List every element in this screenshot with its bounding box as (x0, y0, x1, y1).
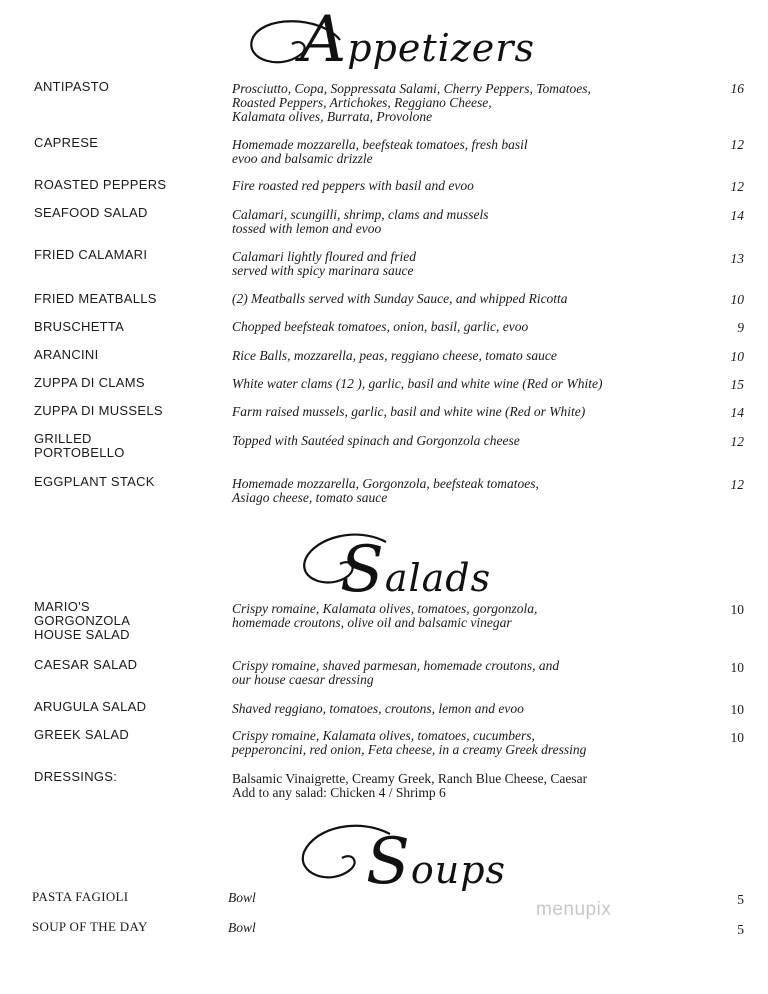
item-price: 5 (737, 922, 744, 937)
item-name: CAPRESE (34, 135, 99, 150)
item-name: ROASTED PEPPERS (34, 177, 167, 192)
item-price: 10 (730, 349, 744, 364)
item-price: 12 (730, 434, 744, 449)
salads-heading-cap: S (340, 533, 385, 607)
item-name: SEAFOOD SALAD (34, 205, 148, 220)
soups-heading-rest: oups (410, 848, 507, 892)
item-description: Rice Balls, mozzarella, peas, reggiano cheese, tomato sauce (232, 348, 557, 363)
item-description: Chopped beefsteak tomatoes, onion, basil, garlic, evoo (232, 319, 529, 334)
item-name: DRESSINGS: (34, 769, 118, 784)
item-price: 10 (730, 602, 744, 617)
salads-heading-rest: alads (384, 556, 492, 600)
appetizers-heading-cap: A (300, 3, 348, 77)
item-price: 10 (730, 292, 744, 307)
item-description: Homemade mozzarella, Gorgonzola, beefsteak tomatoes, Asiago cheese, tomato sauce (232, 476, 539, 505)
item-description: Fire roasted red peppers with basil and evoo (232, 178, 474, 193)
item-name: ZUPPA DI CLAMS (34, 375, 145, 390)
item-name: FRIED CALAMARI (34, 247, 148, 262)
item-name: BRUSCHETTA (34, 319, 125, 334)
item-name: ARANCINI (34, 347, 99, 362)
item-description: Bowl (228, 890, 256, 905)
soups-heading (366, 825, 507, 899)
item-name: FRIED MEATBALLS (34, 291, 157, 306)
item-description: Bowl (228, 920, 256, 935)
item-description: Crispy romaine, shaved parmesan, homemade croutons, and our house caesar dressing (232, 658, 560, 687)
item-price: 13 (730, 251, 744, 266)
item-price: 9 (737, 320, 744, 335)
appetizers-heading-rest: ppetizers (347, 26, 535, 70)
item-price: 12 (730, 179, 744, 194)
item-price: 12 (730, 477, 744, 492)
item-price: 10 (730, 702, 744, 717)
item-description: Topped with Sautéed spinach and Gorgonzola cheese (232, 433, 520, 448)
item-name: CAESAR SALAD (34, 657, 138, 672)
item-description: Homemade mozzarella, beefsteak tomatoes, fresh basil evoo and balsamic drizzle (232, 137, 528, 166)
item-name: ZUPPA DI MUSSELS (34, 403, 163, 418)
item-name: GRILLED PORTOBELLO (34, 431, 125, 460)
item-description: Farm raised mussels, garlic, basil and white wine (Red or White) (232, 404, 586, 419)
item-price: 10 (730, 730, 744, 745)
item-description: Crispy romaine, Kalamata olives, tomatoes, gorgonzola, homemade croutons, olive oil and balsamic vinegar (232, 601, 538, 630)
item-description: (2) Meatballs served with Sunday Sauce, and whipped Ricotta (232, 291, 568, 306)
item-description: Prosciutto, Copa, Soppressata Salami, Cherry Peppers, Tomatoes, Roasted Peppers, Artichokes, Reggiano Cheese, Kalamata olives, Burrata, Provolone (232, 81, 591, 124)
item-price: 14 (730, 208, 744, 223)
salads-heading (340, 533, 492, 607)
item-name: MARIO'S GORGONZOLA HOUSE SALAD (34, 599, 131, 642)
appetizers-flourish-icon (240, 10, 350, 80)
item-price: 12 (730, 137, 744, 152)
item-price: 10 (730, 660, 744, 675)
item-description: Crispy romaine, Kalamata olives, tomatoes, cucumbers, pepperoncini, red onion, Feta cheese, in a creamy Greek dressing (232, 728, 587, 757)
item-name: EGGPLANT STACK (34, 474, 155, 489)
item-description: Shaved reggiano, tomatoes, croutons, lemon and evoo (232, 701, 524, 716)
item-description: Calamari, scungilli, shrimp, clams and mussels tossed with lemon and evoo (232, 207, 489, 236)
item-price: 15 (730, 377, 744, 392)
item-price: 16 (730, 81, 744, 96)
item-price: 5 (737, 892, 744, 907)
menupix-watermark: menupix (536, 899, 612, 920)
item-name: SOUP OF THE DAY (32, 919, 148, 934)
item-description: Balsamic Vinaigrette, Creamy Greek, Ranch Blue Cheese, Caesar Add to any salad: Chicken 4 / Shrimp 6 (232, 771, 588, 800)
item-description: White water clams (12 ), garlic, basil and white wine (Red or White) (232, 376, 603, 391)
item-name: PASTA FAGIOLI (32, 889, 129, 904)
item-name: ARUGULA SALAD (34, 699, 147, 714)
item-name: GREEK SALAD (34, 727, 130, 742)
item-name: ANTIPASTO (34, 79, 110, 94)
soups-heading-cap: S (366, 825, 411, 899)
item-description: Calamari lightly floured and fried served with spicy marinara sauce (232, 249, 416, 278)
item-price: 14 (730, 405, 744, 420)
